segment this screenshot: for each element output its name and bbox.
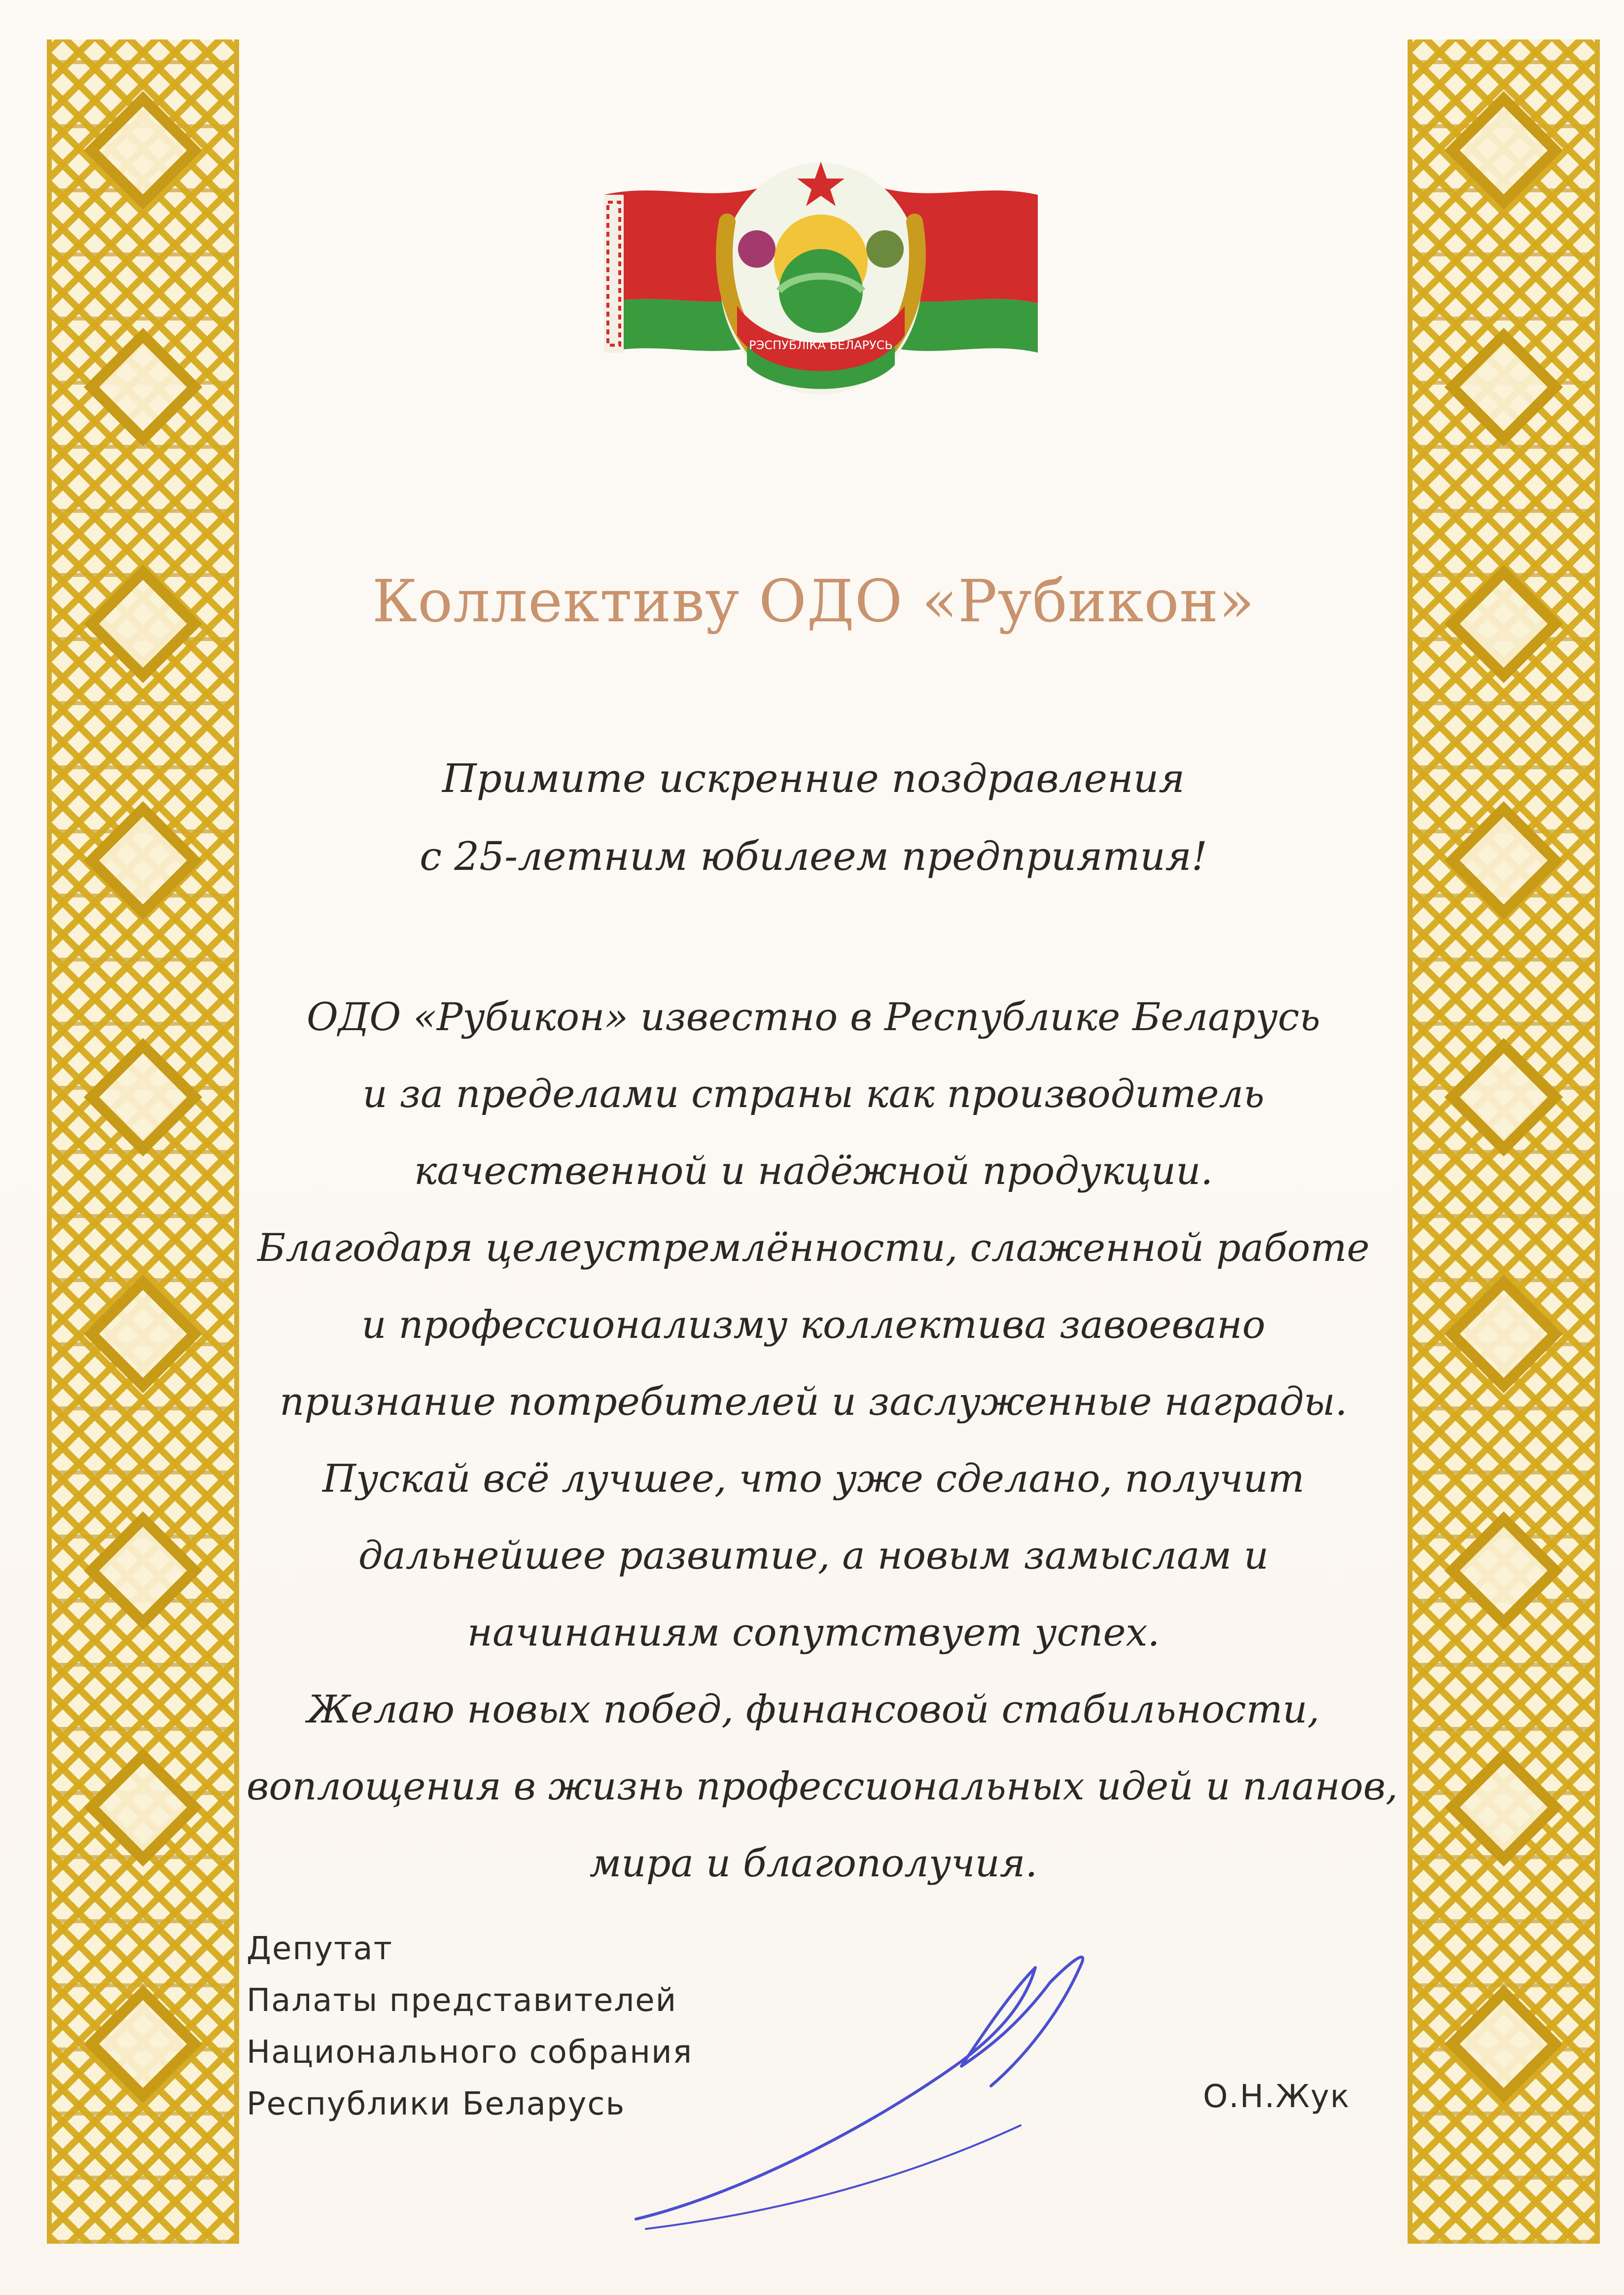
ornament-motif [84, 328, 202, 446]
certificate-title: Коллективу ОДО «Рубикон» [372, 567, 1255, 635]
signer-position-line: Палаты представителей [247, 1982, 677, 2019]
body-line: мира и благополучия. [589, 1841, 1038, 1886]
ornament-motif [1445, 1038, 1563, 1156]
signer-position-line: Национального собрания [247, 2034, 693, 2071]
ornament-motif [84, 1038, 202, 1156]
body-line: и профессионализму коллектива завоевано [361, 1303, 1266, 1347]
body-line: воплощения в жизнь профессиональных идей и планов, [247, 1764, 1398, 1809]
greeting-line: Примите искренние поздравления [442, 755, 1185, 801]
right-ornament-border [1408, 39, 1600, 2244]
signer-position-line: Республики Беларусь [247, 2086, 626, 2122]
ornament-motif [1445, 1511, 1563, 1630]
ornament-motif [1445, 801, 1563, 920]
body-line: Пускай всё лучшее, что уже сделано, получит [322, 1457, 1305, 1501]
left-ornament-border [47, 39, 239, 2244]
signer-position-line: Депутат [247, 1931, 393, 1967]
body-line: ОДО «Рубикон» известно в Республике Беларусь [307, 995, 1320, 1040]
ornament-motif [84, 1748, 202, 1866]
ornament-motif [84, 565, 202, 683]
ornament-motif [84, 1275, 202, 1393]
ornament-motif [1445, 565, 1563, 683]
greeting-line: с 25-летним юбилеем предприятия! [420, 833, 1207, 879]
greeting-block [247, 740, 1380, 896]
ornament-motif [1445, 1275, 1563, 1393]
emblem-ribbon-text: РЭСПУБЛІКА БЕЛАРУСЬ [749, 338, 893, 352]
ornament-motif [1445, 1985, 1563, 2103]
ornament-motif [84, 801, 202, 920]
signer-name: О.Н.Жук [1203, 2079, 1350, 2115]
body-line: и за пределами страны как производитель [362, 1072, 1265, 1116]
body-line: Желаю новых побед, финансовой стабильности, [307, 1687, 1320, 1732]
ornament-motif [1445, 1748, 1563, 1866]
congratulation-body [247, 979, 1398, 1902]
belarus-coat-of-arms-icon [599, 148, 1043, 404]
ornament-motif [1445, 328, 1563, 446]
ornament-motif [84, 1985, 202, 2103]
body-line: дальнейшее развитие, а новым замыслам и [358, 1534, 1269, 1578]
body-line: начинаниям сопутствует успех. [467, 1611, 1160, 1655]
ornament-motif [84, 91, 202, 210]
ornament-motif [84, 1511, 202, 1630]
body-line: Благодаря целеустремлённости, слаженной работе [257, 1226, 1370, 1270]
handwritten-signature-icon [616, 1938, 1159, 2244]
body-line: признание потребителей и заслуженные награды. [280, 1380, 1347, 1424]
body-line: качественной и надёжной продукции. [414, 1149, 1213, 1193]
ornament-motif [1445, 91, 1563, 210]
